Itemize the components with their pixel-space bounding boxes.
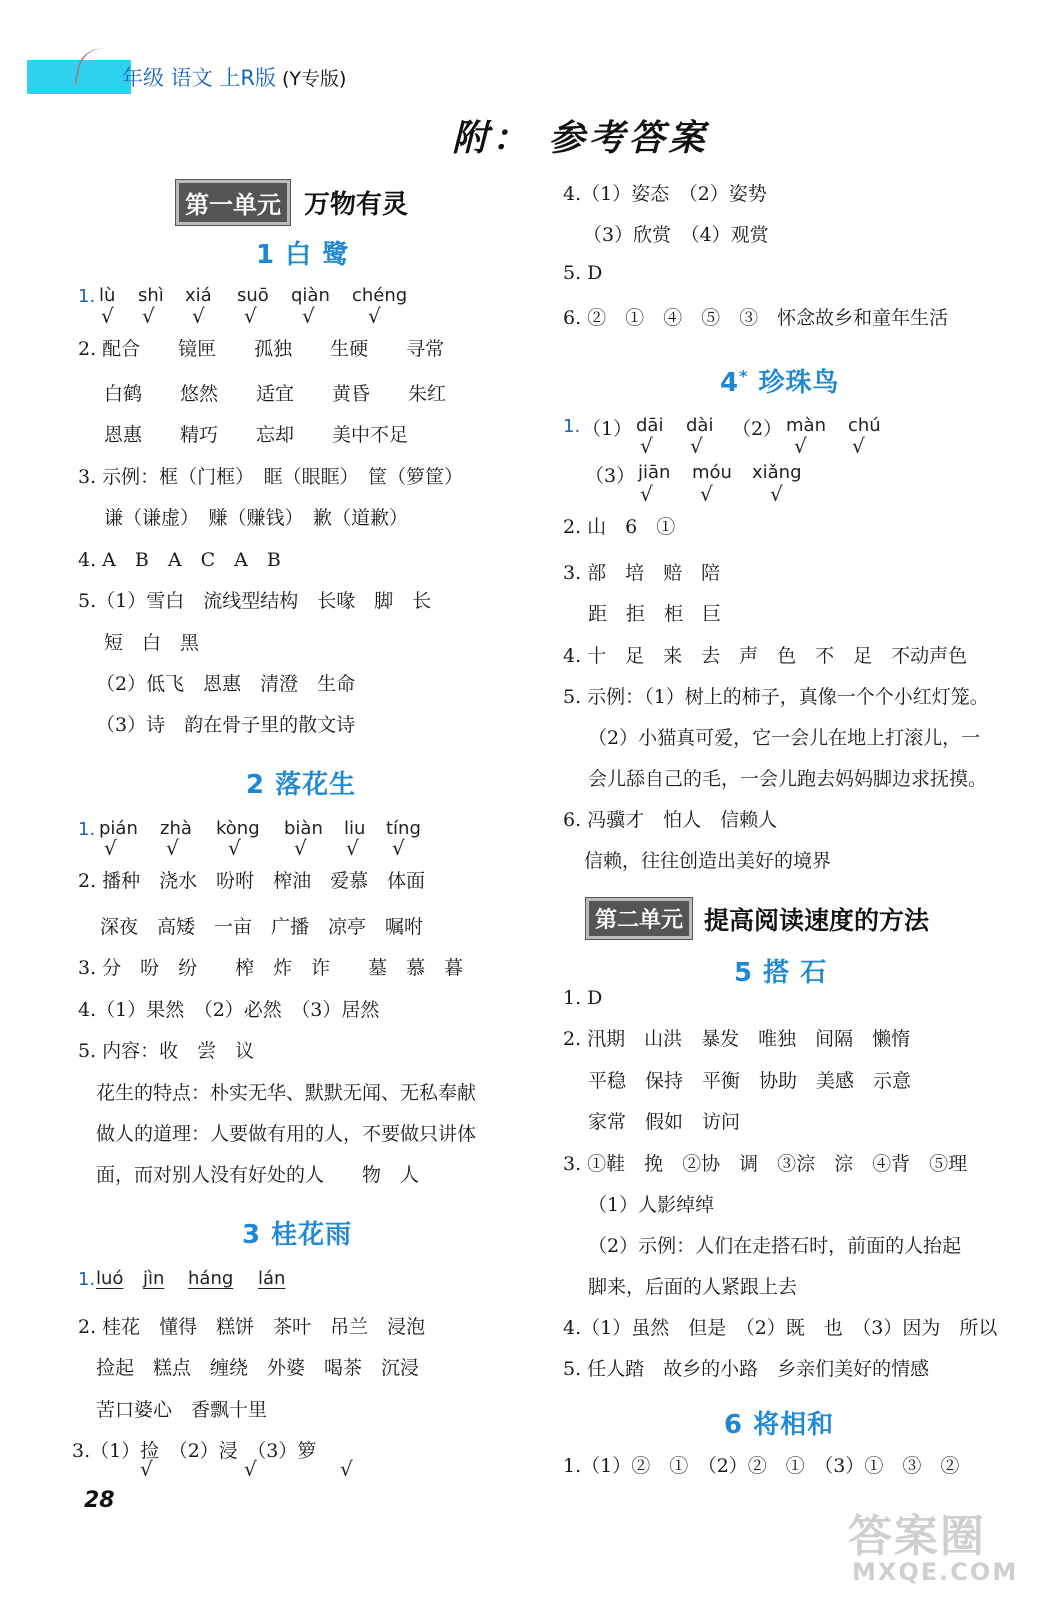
answer-line: 白鹤 悠然 适宜 黄昏 朱红: [104, 383, 447, 405]
lesson-name: 珍珠鸟: [748, 368, 840, 398]
answer-line: （2）小猫真可爱，它一会儿在地上打滚儿，一: [588, 727, 981, 749]
answer-line: 4. 十 足 来 去 声 色 不 足 不动声色: [563, 645, 968, 667]
lesson-title-6: 6 将相和: [724, 1410, 835, 1440]
lesson-title-4: [720, 362, 840, 399]
pinyin: biàn: [284, 818, 323, 839]
optional-star-icon: *: [739, 366, 749, 386]
book-header: [122, 62, 346, 92]
check-mark-icon: √: [294, 836, 307, 860]
answer-line: 做人的道理：人要做有用的人，不要做只讲体: [96, 1123, 477, 1145]
answer-line: 短 白 黑: [104, 632, 200, 654]
answer-line: （3）诗 韵在骨子里的散文诗: [96, 714, 356, 736]
sub-question-label: （2）: [732, 418, 783, 440]
answer-line: 距 拒 柜 巨: [588, 603, 722, 625]
answer-line: 2. 播种 浇水 吩咐 榨油 爱慕 体面: [78, 870, 426, 892]
question-number: 1.: [78, 286, 96, 307]
lesson-number: 4: [720, 368, 740, 398]
unit-name: 万物有灵: [304, 190, 409, 220]
question-number: 1.: [78, 1269, 96, 1290]
pinyin: luó: [96, 1268, 124, 1289]
pinyin: xiǎng: [752, 462, 802, 483]
answer-line: 5.（1）雪白 流线型结构 长喙 脚 长: [78, 590, 432, 612]
answer-line: 花生的特点：朴实无华、默默无闻、无私奉献: [96, 1082, 477, 1104]
watermark-text: 答案圈: [848, 1511, 986, 1562]
pinyin: háng: [188, 1268, 234, 1289]
sub-question-label: （3）: [585, 465, 636, 487]
unit-heading-1: [176, 180, 408, 225]
answer-line: 面，而对别人没有好处的人 物 人: [96, 1164, 420, 1186]
pinyin: dài: [686, 415, 714, 436]
check-mark-icon: √: [192, 304, 205, 328]
answer-line: 3. 部 培 赔 陪: [563, 562, 721, 584]
pinyin: zhà: [160, 818, 192, 839]
check-mark-icon: √: [244, 304, 257, 328]
pinyin: móu: [692, 462, 732, 483]
grade-subject-text: 年级 语文 上R版: [122, 66, 276, 90]
lesson-title-5: 5 搭 石: [734, 958, 828, 988]
question-number: 1.: [563, 416, 581, 437]
answer-line: 4.（1）果然 （2）必然 （3）居然: [78, 999, 380, 1021]
answer-line: 苦口婆心 香飘十里: [96, 1399, 268, 1421]
page-title: 附： 参考答案: [452, 118, 709, 159]
answer-line: 2. 桂花 懂得 糕饼 茶叶 吊兰 浸泡: [78, 1316, 426, 1338]
pinyin: dāi: [636, 415, 664, 436]
answer-line: （1）人影绰绰: [588, 1194, 715, 1216]
pinyin: suō: [237, 285, 269, 306]
check-mark-icon: √: [244, 1457, 257, 1481]
answer-line: （2）示例：人们在走搭石时，前面的人抬起: [588, 1235, 962, 1257]
answer-line: 3. ①鞋 挽 ②协 调 ③淙 淙 ④背 ⑤理: [563, 1153, 968, 1175]
unit-badge: 第二单元: [586, 898, 692, 939]
check-mark-icon: √: [340, 1457, 353, 1481]
pinyin: xiá: [185, 285, 212, 306]
answer-line: 1.（1）② ① （2）② ① （3）① ③ ②: [563, 1455, 960, 1477]
unit-badge: 第一单元: [176, 180, 290, 225]
answer-line: 3.（1）捡 （2）浸 （3）箩: [72, 1440, 317, 1462]
answer-line: 6. 冯骥才 怕人 信赖人: [563, 809, 778, 831]
check-mark-icon: √: [302, 304, 315, 328]
edition-text: (Y专版): [281, 68, 347, 90]
unit-heading-2: [586, 898, 929, 939]
pinyin: shì: [138, 285, 164, 306]
answer-line: 家常 假如 访问: [588, 1111, 741, 1133]
pinyin: jìn: [143, 1268, 165, 1289]
check-mark-icon: √: [690, 434, 703, 458]
check-mark-icon: √: [228, 836, 241, 860]
answer-line: 5. 内容：收 尝 议: [78, 1040, 255, 1062]
watermark-logo: [848, 1500, 1023, 1592]
answer-line: 2. 汛期 山洪 暴发 唯独 间隔 懒惰: [563, 1028, 911, 1050]
answer-line: 4. A B A C A B: [78, 549, 281, 571]
check-mark-icon: √: [640, 482, 653, 506]
sub-question-label: （1）: [582, 418, 633, 440]
check-mark-icon: √: [770, 482, 783, 506]
lesson-title-2: 2 落花生: [246, 770, 357, 800]
header-decoration: [74, 44, 121, 91]
answer-line: 3. 分 吩 纷 榨 炸 诈 墓 慕 暮: [78, 957, 464, 979]
check-mark-icon: √: [368, 304, 381, 328]
answer-line: 平稳 保持 平衡 协助 美感 示意: [588, 1070, 912, 1092]
check-mark-icon: √: [166, 836, 179, 860]
pinyin: lán: [258, 1268, 286, 1289]
pinyin: pián: [99, 818, 138, 839]
answer-line: 1. D: [563, 987, 603, 1009]
answer-line: 会儿舔自己的毛，一会儿跑去妈妈脚边求抚摸。: [588, 768, 988, 790]
answer-line: 4.（1）姿态 （2）姿势: [563, 183, 767, 205]
pinyin: chéng: [352, 285, 408, 306]
check-mark-icon: √: [104, 836, 117, 860]
answer-line: 4.（1）虽然 但是 （2）既 也 （3）因为 所以: [563, 1317, 998, 1339]
page-number: 28: [84, 1488, 115, 1513]
lesson-title-3: 3 桂花雨: [242, 1220, 353, 1250]
pinyin: lù: [99, 285, 116, 306]
question-number: 1.: [78, 819, 96, 840]
pinyin: màn: [786, 415, 826, 436]
watermark-url: MXQE.COM: [852, 1558, 1019, 1586]
lesson-title-1: 1 白 鹭: [256, 240, 350, 270]
check-mark-icon: √: [640, 434, 653, 458]
check-mark-icon: √: [700, 482, 713, 506]
answer-line: 2. 配合 镜匣 孤独 生硬 寻常: [78, 338, 445, 360]
answer-line: 谦（谦虚） 赚（赚钱） 歉（道歉）: [104, 507, 409, 529]
answer-line: 5. 示例：（1）树上的柿子，真像一个个小红灯笼。: [563, 686, 989, 708]
check-mark-icon: √: [142, 304, 155, 328]
answer-line: （3）欣赏 （4）观赏: [583, 224, 769, 246]
check-mark-icon: √: [392, 836, 405, 860]
answer-line: 5. 任人踏 故乡的小路 乡亲们美好的情感: [563, 1358, 930, 1380]
answer-line: 2. 山 6 ①: [563, 516, 676, 538]
check-mark-icon: √: [346, 836, 359, 860]
answer-line: 捡起 糕点 缠绕 外婆 喝茶 沉浸: [96, 1357, 420, 1379]
pinyin: kòng: [216, 818, 260, 839]
answer-line: 信赖，往往创造出美好的境界: [584, 850, 832, 872]
unit-name: 提高阅读速度的方法: [704, 905, 930, 935]
answer-line: 5. D: [563, 262, 603, 284]
answer-line: 脚来，后面的人紧跟上去: [588, 1276, 798, 1298]
check-mark-icon: √: [852, 434, 865, 458]
pinyin: jiān: [638, 462, 671, 483]
check-mark-icon: √: [101, 304, 114, 328]
check-mark-icon: √: [140, 1457, 153, 1481]
pinyin: qiàn: [291, 285, 330, 306]
answer-line: 恩惠 精巧 忘却 美中不足: [104, 424, 409, 446]
check-mark-icon: √: [794, 434, 807, 458]
answer-line: 3. 示例：框（门框） 眶（眼眶） 筐（箩筐）: [78, 466, 464, 488]
pinyin: chú: [848, 415, 881, 436]
pinyin: tíng: [386, 818, 421, 839]
answer-line: 6. ② ① ④ ⑤ ③ 怀念故乡和童年生活: [563, 307, 949, 329]
pinyin: liu: [344, 818, 366, 839]
answer-line: 深夜 高矮 一亩 广播 凉亭 嘱咐: [100, 916, 424, 938]
answer-line: （2）低飞 恩惠 清澄 生命: [96, 673, 356, 695]
